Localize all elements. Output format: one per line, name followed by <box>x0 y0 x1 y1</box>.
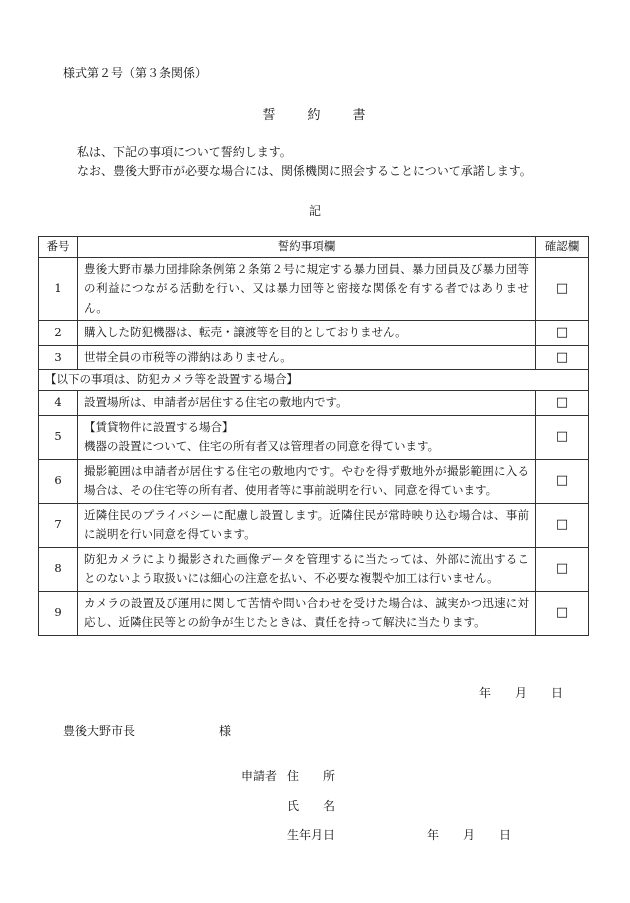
table-row <box>39 391 589 416</box>
form-label: 様式第２号（第３条関係） <box>63 66 208 80</box>
table-row <box>39 591 589 635</box>
applicant-name-label: 氏 名 <box>287 799 336 813</box>
checkbox[interactable]: □ <box>536 321 589 346</box>
row-number: 1 <box>39 257 78 321</box>
row-number: 2 <box>39 321 78 346</box>
applicant-label: 申請者 <box>241 769 278 783</box>
applicant-dob-label: 生年月日 <box>287 828 336 842</box>
table-row <box>39 345 589 370</box>
table-row <box>39 459 589 503</box>
row-number: 9 <box>39 591 78 635</box>
header-check: 確認欄 <box>536 237 589 258</box>
row-text: 機器の設置について、住宅の所有者又は管理者の同意を得ています。 <box>84 439 440 453</box>
applicant-dob-date: 年 月 日 <box>427 828 512 842</box>
header-number: 番号 <box>39 237 78 258</box>
table-row <box>39 321 589 346</box>
section-row <box>39 370 589 391</box>
checkbox[interactable]: □ <box>536 415 589 459</box>
checkbox[interactable]: □ <box>536 345 589 370</box>
row-text: カメラの設置及び運用に関して苦情や問い合わせを受けた場合は、誠実かつ迅速に対応し、近隣住民等との紛争が生じたときは、責任を持って解決に当たります。 <box>78 591 536 635</box>
table-row <box>39 503 589 547</box>
section-label: 【以下の事項は、防犯カメラ等を設置する場合】 <box>39 370 589 391</box>
row-text: 購入した防犯機器は、転売・譲渡等を目的としておりません。 <box>78 321 536 346</box>
applicant-address-label: 住 所 <box>287 769 336 783</box>
row-text-block <box>78 415 536 459</box>
pledge-table <box>38 236 589 636</box>
date-line: 年 月 日 <box>479 686 564 700</box>
ki-heading: 記 <box>308 204 321 218</box>
checkbox[interactable]: □ <box>536 459 589 503</box>
row-number: 4 <box>39 391 78 416</box>
row-number: 5 <box>39 415 78 459</box>
addressee: 豊後大野市長 様 <box>63 724 232 738</box>
checkbox[interactable]: □ <box>536 591 589 635</box>
row-number: 7 <box>39 503 78 547</box>
header-item: 誓約事項欄 <box>78 237 536 258</box>
intro-line-2: なお、豊後大野市が必要な場合には、関係機関に照会することについて承諾します。 <box>77 164 532 178</box>
row-text: 近隣住民のプライバシーに配慮し設置します。近隣住民が常時映り込む場合は、事前に説明を行い同意を得ています。 <box>78 503 536 547</box>
row-subhead: 【賃貸物件に設置する場合】 <box>84 419 234 434</box>
checkbox[interactable]: □ <box>536 257 589 321</box>
checkbox[interactable]: □ <box>536 391 589 416</box>
row-text: 世帯全員の市税等の滞納はありません。 <box>78 345 536 370</box>
table-header-row <box>39 237 589 258</box>
row-text: 設置場所は、申請者が居住する住宅の敷地内です。 <box>78 391 536 416</box>
row-number: 3 <box>39 345 78 370</box>
table-row <box>39 415 589 459</box>
row-text: 防犯カメラにより撮影された画像データを管理するに当たっては、外部に流出することのないよう取扱いには細心の注意を払い、不必要な複製や加工は行いません。 <box>78 547 536 591</box>
table-row <box>39 547 589 591</box>
row-number: 8 <box>39 547 78 591</box>
row-number: 6 <box>39 459 78 503</box>
checkbox[interactable]: □ <box>536 547 589 591</box>
checkbox[interactable]: □ <box>536 503 589 547</box>
row-text: 撮影範囲は申請者が居住する住宅の敷地内です。やむを得ず敷地外が撮影範囲に入る場合は、その住宅等の所有者、使用者等に事前説明を行い、同意を得ています。 <box>78 459 536 503</box>
row-text: 豊後大野市暴力団排除条例第２条第２号に規定する暴力団員、暴力団員及び暴力団等の利益につながる活動を行い、又は暴力団等と密接な関係を有する者ではありません。 <box>78 257 536 321</box>
document-title: 誓 約 書 <box>262 108 368 123</box>
intro-line-1: 私は、下記の事項について誓約します。 <box>77 145 292 159</box>
table-row <box>39 257 589 321</box>
